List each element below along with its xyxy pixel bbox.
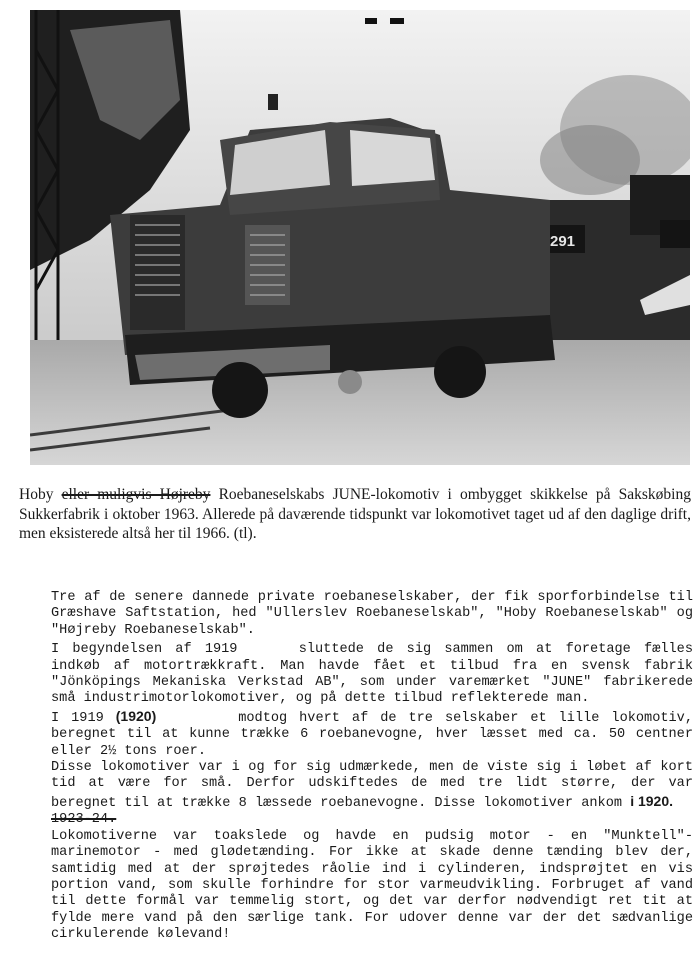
paragraph-4 <box>19 760 693 829</box>
paragraph-3 <box>19 708 693 760</box>
paragraph-2 <box>19 642 693 708</box>
struck-years: 1923-24. <box>51 812 117 828</box>
paragraph-3-start: I 1919 <box>51 710 104 726</box>
handwritten-correction: i 1920. <box>630 792 674 809</box>
article-body <box>19 590 693 944</box>
photo-caption <box>19 485 691 544</box>
handwritten-year: (1920) <box>115 707 157 724</box>
caption-text-start: Hoby <box>19 486 62 503</box>
caption-text-end: Roebaneselskabs JUNE-lokomotiv i ombygget skikkelse på Sakskøbing Sukkerfabrik i oktober 1963. Allerede på daværende tidspunkt var lokomotivet taget ud af den daglige drift, men eksisterede altså her til 1966. (tl). <box>19 486 691 542</box>
wagon-number: 291 <box>550 233 576 250</box>
caption-struck-text: eller muligvis Højreby <box>61 486 211 503</box>
locomotive-photo <box>30 10 690 465</box>
locomotive-photo-drawing <box>30 10 690 465</box>
paragraph-3-end: modtog hvert af de tre selskaber et lille lokomotiv, beregnet til at kunne trække 6 roebanevogne, hver læsset med ca. 50 centner eller 2½ tons roer. <box>51 710 693 759</box>
paragraph-1: Tre af de senere dannede private roebaneselskaber, der fik sporforbindelse til Græshave Saftstation, hed "Ullerslev Roebaneselskab", "Hoby Roebaneselskab" og "Højreby Roebaneselskab". <box>51 590 693 638</box>
paragraph-2-end: sluttede de sig sammen om at foretage fælles indkøb af motortrækkraft. Man havde fået et tilbud fra en svensk fabrik "Jönköpings Mekaniska Verkstad AB", som under varemærket "JUNE" fabrikerede små industrimotorlokomotiver, og på dette tilbud reflekterede man. <box>51 642 693 707</box>
paragraph-5: Lokomotiverne var toakslede og havde en pudsig motor - en "Munktell"-marinemotor - med glødetænding. For ikke at skade denne tænding blev der, samtidig med at der sprøjtedes råolie ind i cylinderen, indsprøjtet en vis portion vand, som skulle forhindre for stor varmeudvikling. Forbruget af vand til dette formål var temmelig stort, og det var derfor nødvendigt ret tit at fylde mere vand på den særlige tank. For udover denne var der det sædvanlige cirkulerende kølevand! <box>51 828 693 943</box>
paragraph-4-text: Disse lokomotiver var i og for sig udmærkede, men de viste sig i løbet af kort tid at være for små. Derfor udskiftedes de med tre lidt større, der var beregnet til at trække 8 læssede roebanevogne. Disse lokomotiver ankom <box>51 760 693 811</box>
paragraph-2-start: I begyndelsen af 1919 <box>51 642 238 658</box>
